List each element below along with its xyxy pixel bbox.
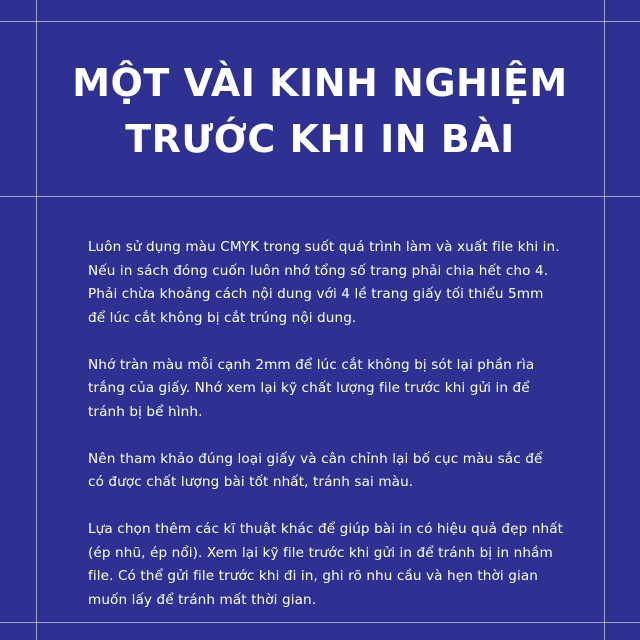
tip-paragraph-3 [88,448,588,495]
paragraph-line: Phải chừa khoảng cách nội dung với 4 lề trang giấy tối thiểu 5mm [88,286,544,302]
guide-line-right [604,0,605,640]
page-title [36,55,604,167]
paragraph-line: có được chất lượng bài tốt nhất, tránh sai màu. [88,474,414,490]
tip-paragraph-4 [88,518,588,612]
paragraph-line: Lựa chọn thêm các kĩ thuật khác để giúp bài in có hiệu quả đẹp nhất [88,521,564,537]
tip-paragraph-1 [88,236,588,330]
paragraph-line: Nên tham khảo đúng loại giấy và cân chỉnh lại bố cục màu sắc để [88,450,543,467]
paragraph-line: trắng của giấy. Nhớ xem lại kỹ chất lượng file trước khi gửi in để [88,380,530,396]
guide-line-top [0,21,640,22]
tip-paragraph-2 [88,354,588,425]
title-line-1: MỘT VÀI KINH NGHIỆM [72,61,568,105]
paragraph-line: Luôn sử dụng màu CMYK trong suốt quá trình làm và xuất file khi in. [88,239,560,255]
paragraph-line: (ép nhũ, ép nổi). Xem lại kỹ file trước khi gửi in để tránh bị in nhầm [88,544,553,561]
title-line-2: TRƯỚC KHI IN BÀI [125,117,515,161]
paragraph-line: muốn lấy để tránh mất thời gian. [88,591,317,608]
paragraph-line: để lúc cắt không bị cắt trúng nội dung. [88,309,357,326]
paragraph-line: Nhớ tràn màu mỗi cạnh 2mm để lúc cắt không bị sót lại phần rìa [88,356,535,373]
tips-content [88,236,588,636]
guide-line-middle [0,196,640,197]
paragraph-line: tránh bị bể hình. [88,403,203,420]
paragraph-line: file. Có thể gửi file trước khi đi in, ghi rõ nhu cầu và hẹn thời gian [88,568,538,584]
paragraph-line: Nếu in sách đóng cuốn luôn nhớ tổng số trang phải chia hết cho 4. [88,262,549,279]
